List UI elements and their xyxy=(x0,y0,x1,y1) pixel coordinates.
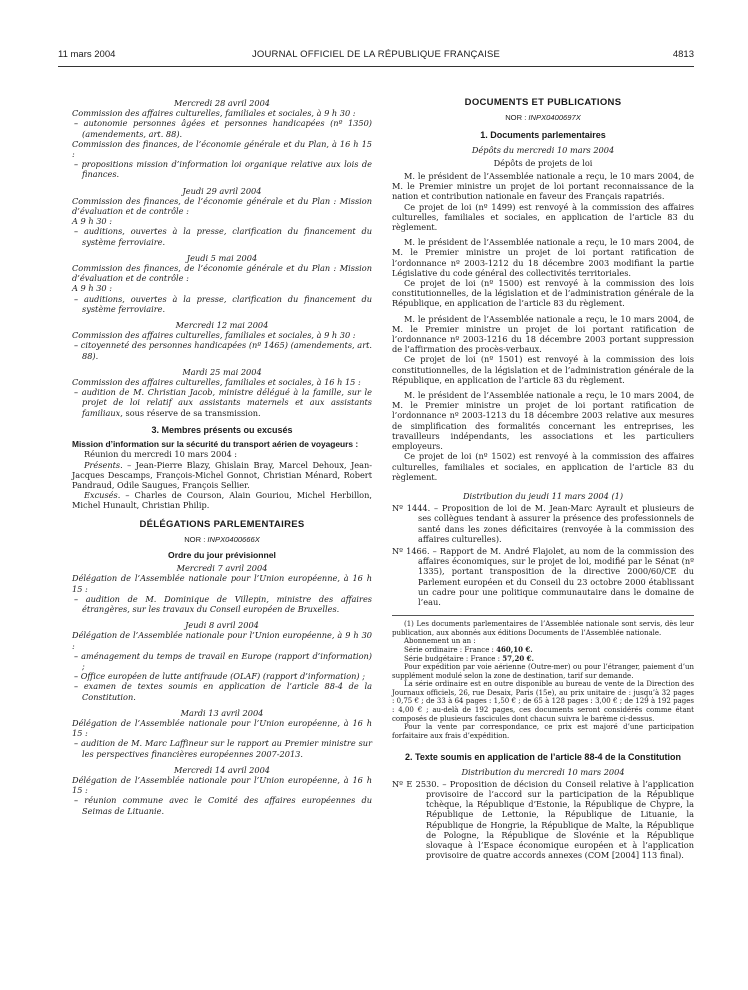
paragraph: A 9 h 30 : xyxy=(72,216,112,227)
paragraph: Commission des finances, de l’économie générale et du Plan, à 16 h 15 : xyxy=(72,138,372,160)
section-title: DOCUMENTS ET PUBLICATIONS xyxy=(464,97,622,108)
paragraph: Délégation de l’Assemblée nationale pour l’Union européenne, à 16 h 15 : xyxy=(72,774,372,796)
list-item: – examen de textes soumis en application de l’article 88-4 de la Constitution. xyxy=(74,681,372,702)
section-title: 2. Texte soumis en application de l’article 88-4 de la Constitution xyxy=(405,752,681,763)
date-heading: Jeudi 5 mai 2004 xyxy=(186,252,258,263)
date-heading: Dépôts du mercredi 10 mars 2004 xyxy=(471,144,615,155)
document-entry: Nº E 2530. – Proposition de décision du Conseil relative à l’application provisoire de l’accord sur la participation de la République tchèque, la République d’Estonie, la République de Chypre, la République de Lettonie, la République de Lituanie, la République de Hongrie, la République de Malte, la République de Pologne, la République de Slovénie et la République slovaque à l’Espace économique européen et à l’application provisoire de quatre accords annexes (COM [2004] 113 final). xyxy=(392,778,694,861)
paragraph: M. le président de l’Assemblée nationale a reçu, le 10 mars 2004, de M. le Premier ministre un projet de loi portant ratification de l’ordonnance nº 2003-1212 du 18 décembre 2003 modifiant la partie Législative du code général des collectivités territoriales. xyxy=(392,237,694,278)
paragraph: Commission des finances, de l’économie générale et du Plan : Mission d’évaluation et de contrôle : xyxy=(72,195,372,217)
nor-reference xyxy=(392,113,694,123)
names: – Jean-Pierre Blazy, Ghislain Bray, Marcel Dehoux, Jean-Jacques Descamps, François-Michel Gonnot, Christian Ménard, Robert Pandraud, Odile Saugues, François Sellier. xyxy=(72,459,372,490)
paragraph: Ce projet de loi (nº 1500) est renvoyé à la commission des lois constitutionnelles, de la législation et de l’administration générale de la République, en application de l’article 83 du règlement. xyxy=(392,278,694,309)
list-item: – Office européen de lutte antifraude (OLAF) (rapport d’information) ; xyxy=(74,671,365,682)
nor-label: NOR : xyxy=(505,113,529,123)
nor-code: INPX0400697X xyxy=(528,113,581,123)
footnote: Abonnement un an : xyxy=(404,637,476,646)
list-item: – aménagement du temps de travail en Europe (rapport d’information) ; xyxy=(74,650,372,671)
document-entry: Nº 1444. – Proposition de loi de M. Jean-Marc Ayrault et plusieurs de ses collègues tendant à assurer la présence des professionnels de santé dans les zones déficitaires (renvoyée à la commission des affaires culturelles). xyxy=(392,503,694,544)
paragraph: M. le président de l’Assemblée nationale a reçu, le 10 mars 2004, de M. le Premier ministre un projet de loi portant reconnaissance de la nation et contribution nationale en faveur des Français rapatriés. xyxy=(392,171,694,202)
list-item xyxy=(72,387,372,418)
mission-title: Mission d’information sur la sécurité du transport aérien de voyageurs : xyxy=(72,439,359,450)
list-item: – auditions, ouvertes à la presse, clarification du financement du système ferroviaire. xyxy=(74,293,372,314)
list-item: – auditions, ouvertes à la presse, clarification du financement du système ferroviaire. xyxy=(74,226,372,247)
document-entry: Nº 1466. – Rapport de M. André Flajolet, au nom de la commission des affaires économiques, sur le projet de loi, modifié par le Sénat (nº 1335), portant transposition de la directive 2000/60/CE du Parlement européen et du Conseil du 23 octobre 2000 établissant un cadre pour une politique communautaire dans le domaine de l’eau. xyxy=(392,545,694,607)
page-header xyxy=(58,49,694,63)
left-column xyxy=(72,98,372,816)
paragraph: Commission des finances, de l’économie générale et du Plan : Mission d’évaluation et de contrôle : xyxy=(72,263,372,284)
price-value: 460,10 €. xyxy=(496,644,533,654)
price-label: Série ordinaire : France : xyxy=(404,645,497,654)
footnote: Pour la vente par correspondance, ce prix est majoré d’une participation forfaitaire aux frais d’expédition. xyxy=(392,723,694,740)
list-item: – réunion commune avec le Comité des affaires européennes du Seimas de Lituanie. xyxy=(74,795,372,816)
footnote: La série ordinaire est en outre disponible au bureau de vente de la Direction des Journaux officiels, 26, rue Desaix, Paris (15e), au prix unitaire de : jusqu’à 32 pages : 0,75 € ; de 33 à 64 pages : 1,50 € ; de 65 à 128 pages : 3,00 € ; de 129 à 192 pages : 4,00 € ; au-delà de 192 pages, ces documents seront considérés comme étant composés de plusieurs fascicules dont chacun suivra le barème ci-dessus. xyxy=(392,680,694,723)
present-members xyxy=(72,460,372,491)
date-heading: Mardi 25 mai 2004 xyxy=(182,366,262,377)
paragraph: Ce projet de loi (nº 1502) est renvoyé à la commission des affaires culturelles, familiales et sociales, en application de l’article 83 du règlement. xyxy=(392,451,694,482)
section-title: 3. Membres présents ou excusés xyxy=(151,424,293,435)
nor-code: INPX0400666X xyxy=(207,534,260,544)
paragraph: Délégation de l’Assemblée nationale pour l’Union européenne, à 16 h 15 : xyxy=(72,573,372,594)
list-item: – audition de M. Marc Laffineur sur le rapport au Premier ministre sur les perspectives financières européennes 2007-2013. xyxy=(74,738,372,759)
label: Présents. xyxy=(84,459,123,470)
date-heading: Distribution du mercredi 10 mars 2004 xyxy=(461,766,625,777)
subheading: Dépôts de projets de loi xyxy=(493,157,593,168)
section-title: 1. Documents parlementaires xyxy=(480,130,606,141)
list-item: – audition de M. Dominique de Villepin, ministre des affaires étrangères, sur les travaux du Conseil européen de Bruxelles. xyxy=(74,593,372,614)
footnote-rule xyxy=(392,615,694,616)
page-number: 4813 xyxy=(672,49,694,60)
label: Excusés. xyxy=(84,490,121,501)
paragraph: M. le président de l’Assemblée nationale a reçu, le 10 mars 2004, de M. le Premier ministre un projet de loi portant ratification de l’ordonnance nº 2003-1213 du 18 décembre 2003 relative aux mesures de simplification des formalités concernant les entreprises, les travailleurs indépendants, les associations et les particuliers employeurs. xyxy=(392,390,694,452)
list-item: – citoyenneté des personnes handicapées (nº 1465) (amendements, art. 88). xyxy=(74,340,372,361)
date-heading: Mercredi 14 avril 2004 xyxy=(173,764,271,775)
header-date: 11 mars 2004 xyxy=(58,49,116,60)
price-label: Série budgétaire : France : xyxy=(404,654,503,663)
right-column xyxy=(392,98,694,860)
list-item-italic: – audition de M. Christian Jacob, ministre délégué à la famille, sur le projet de loi relatif aux assistants maternels et aux assistants familiaux, xyxy=(74,387,372,418)
date-heading: Distribution du jeudi 11 mars 2004 (1) xyxy=(462,490,624,501)
paragraph: Ce projet de loi (nº 1501) est renvoyé à la commission des lois constitutionnelles, de la législation et de l’administration générale de la République, en application de l’article 83 du règlement. xyxy=(392,354,694,385)
paragraph: Ce projet de loi (nº 1499) est renvoyé à la commission des affaires culturelles, familiales et sociales, en application de l’article 83 du règlement. xyxy=(392,201,694,233)
paragraph: M. le président de l’Assemblée nationale a reçu, le 10 mars 2004, de M. le Premier ministre un projet de loi portant ratification de l’ordonnance nº 2003-1216 du 18 décembre 2003 portant suppression de l’affirmation des procès-verbaux. xyxy=(392,313,694,355)
date-heading: Mardi 13 avril 2004 xyxy=(180,707,264,718)
nor-reference xyxy=(72,535,372,545)
subsection-title: Ordre du jour prévisionnel xyxy=(168,549,276,560)
list-item: – autonomie personnes âgées et personnes handicapées (nº 1350) (amendements, art. 88). xyxy=(74,118,372,139)
names: – Charles de Courson, Alain Gouriou, Michel Herbillon, Michel Hunault, Christian Philip. xyxy=(72,490,372,511)
date-heading: Jeudi 8 avril 2004 xyxy=(185,620,259,631)
paragraph: Commission des affaires culturelles, familiales et sociales, à 9 h 30 : xyxy=(72,330,356,341)
section-title: DÉLÉGATIONS PARLEMENTAIRES xyxy=(139,518,305,530)
list-item: – propositions mission d’information loi organique relative aux lois de finances. xyxy=(74,159,372,180)
excused-members xyxy=(72,490,372,510)
footnote xyxy=(392,655,694,664)
date-heading: Mercredi 28 avril 2004 xyxy=(173,98,271,108)
list-item-roman: sous réserve de sa transmission. xyxy=(122,407,261,418)
paragraph: Réunion du mercredi 10 mars 2004 : xyxy=(84,449,238,460)
header-rule xyxy=(58,66,694,67)
footnote: Pour expédition par voie aérienne (Outre-mer) ou pour l’étranger, paiement d’un supplément modulé selon la zone de destination, tarif sur demande. xyxy=(392,663,694,680)
nor-label: NOR : xyxy=(184,534,208,544)
paragraph: Délégation de l’Assemblée nationale pour l’Union européenne, à 16 h 15 : xyxy=(72,717,372,739)
footnote xyxy=(392,646,694,655)
date-heading: Mercredi 7 avril 2004 xyxy=(176,563,268,574)
journal-title: JOURNAL OFFICIEL DE LA RÉPUBLIQUE FRANÇAISE xyxy=(251,49,501,60)
footnote: (1) Les documents parlementaires de l’Assemblée nationale sont servis, dès leur publication, aux abonnés aux éditions Documents de l’Assemblée nationale. xyxy=(392,620,694,637)
date-heading: Jeudi 29 avril 2004 xyxy=(182,185,262,196)
paragraph: Délégation de l’Assemblée nationale pour l’Union européenne, à 9 h 30 : xyxy=(72,630,372,651)
paragraph: Commission des affaires culturelles, familiales et sociales, à 9 h 30 : xyxy=(72,108,356,119)
paragraph: A 9 h 30 : xyxy=(72,283,112,294)
paragraph: Commission des affaires culturelles, familiales et sociales, à 16 h 15 : xyxy=(72,377,361,388)
date-heading: Mercredi 12 mai 2004 xyxy=(175,320,269,331)
price-value: 57,20 €. xyxy=(502,653,534,663)
